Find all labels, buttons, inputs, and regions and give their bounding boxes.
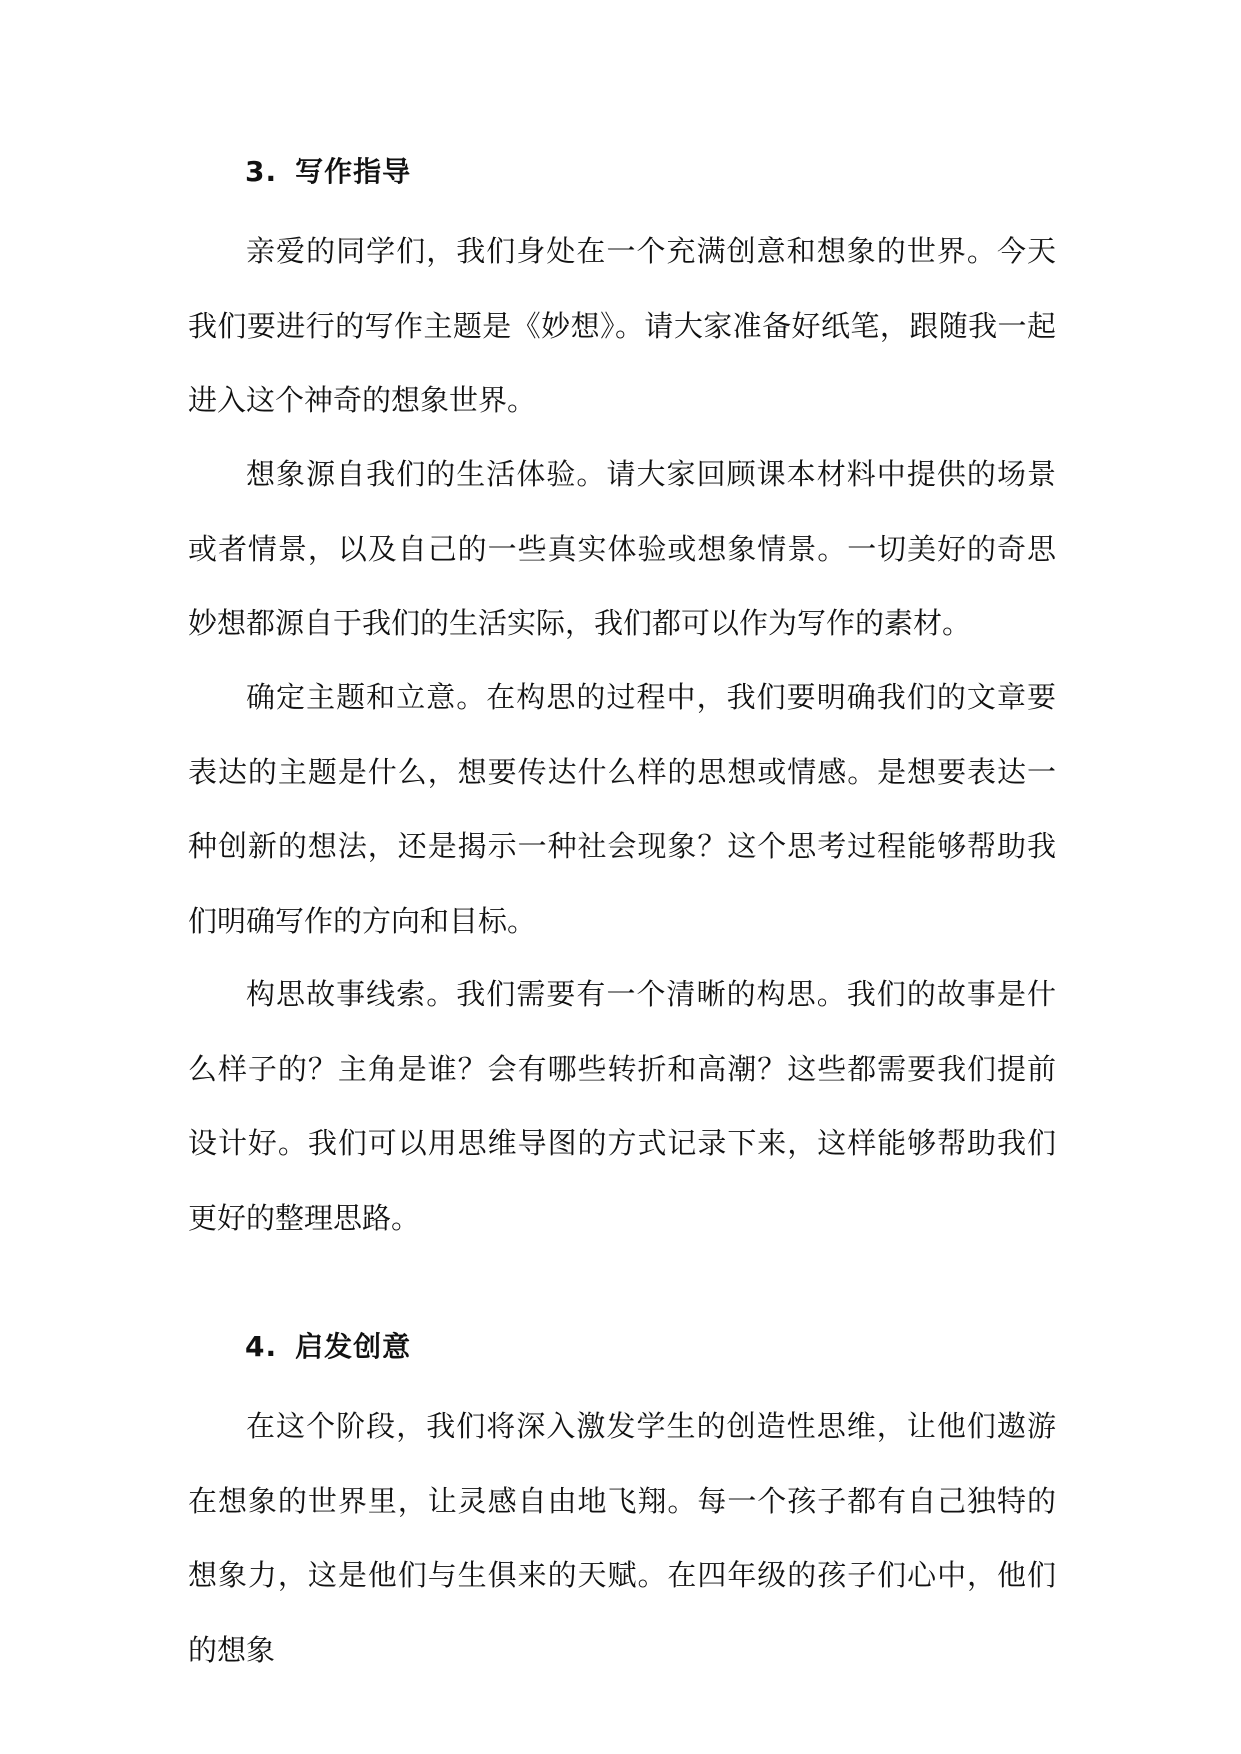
section-heading-4	[245, 1327, 411, 1367]
section-number: 4.	[245, 1330, 278, 1363]
paragraph: 构思故事线索。我们需要有一个清晰的构思。我们的故事是什么样子的？主角是谁？会有哪些转折和高潮？这些都需要我们提前设计好。我们可以用思维导图的方式记录下来，这样能够帮助我们更好的整理思路。	[188, 977, 1056, 1235]
paragraph: 想象源自我们的生活体验。请大家回顾课本材料中提供的场景或者情景，以及自己的一些真实体验或想象情景。一切美好的奇思妙想都源自于我们的生活实际，我们都可以作为写作的素材。	[188, 457, 1056, 640]
section-title: 写作指导	[295, 155, 412, 188]
paragraph: 在这个阶段，我们将深入激发学生的创造性思维，让他们遨游在想象的世界里，让灵感自由地飞翔。每一个孩子都有自己独特的想象力，这是他们与生俱来的天赋。在四年级的孩子们心中，他们的想象	[188, 1409, 1056, 1667]
section-number: 3.	[245, 155, 278, 188]
paragraph: 确定主题和立意。在构思的过程中，我们要明确我们的文章要表达的主题是什么，想要传达什么样的思想或情感。是想要表达一种创新的想法，还是揭示一种社会现象？这个思考过程能够帮助我们明确写作的方向和目标。	[188, 680, 1056, 938]
paragraph: 亲爱的同学们，我们身处在一个充满创意和想象的世界。今天我们要进行的写作主题是《妙想》。请大家准备好纸笔，跟随我一起进入这个神奇的想象世界。	[188, 234, 1056, 417]
section-title: 启发创意	[295, 1330, 412, 1363]
section-heading-3	[245, 152, 411, 192]
